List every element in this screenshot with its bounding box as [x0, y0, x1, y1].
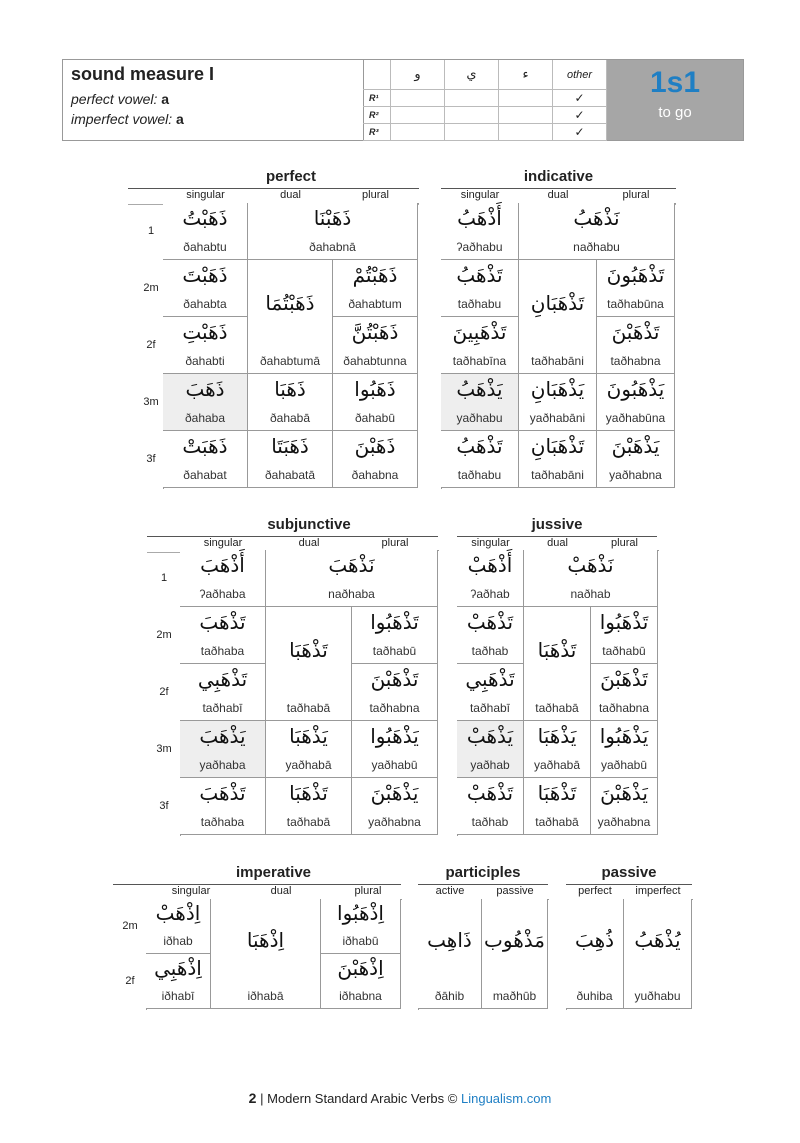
conj-cell-3ms: [180, 721, 266, 778]
person-label-p2m: 2m: [143, 281, 159, 294]
arabic-form: ذَهَبُوا: [354, 377, 396, 401]
col-header-imperfect: imperfect: [635, 885, 681, 897]
conj-cell-3fp: [591, 778, 658, 835]
transliteration: iðhabā: [247, 989, 284, 1003]
arabic-form: يَذْهَبَانِ: [530, 377, 585, 401]
conj-cell-2fs: [163, 317, 248, 374]
person-label-p3m: 3m: [143, 395, 159, 408]
imperfect-vowel-label: imperfect vowel:: [71, 111, 173, 127]
transliteration: taðhabīna: [452, 354, 507, 368]
transliteration: taðhabī: [202, 701, 243, 715]
arabic-form: اِذْهَبْنَ: [337, 956, 384, 980]
imp-cell-2mp: [321, 899, 401, 954]
conj-cell-3ms: [163, 374, 248, 431]
col-header-singular: singular: [471, 537, 510, 549]
conj-cell-1s: [163, 203, 248, 260]
transliteration: ðahabtum: [348, 297, 402, 311]
imp-cell-2ms: [146, 899, 211, 954]
col-header-active: active: [435, 885, 465, 897]
col-header-dual: dual: [298, 537, 320, 549]
transliteration: yuðhabu: [634, 989, 681, 1003]
conj-cell-1s: [441, 203, 519, 260]
arabic-form: أَذْهَبَ: [200, 553, 245, 577]
conj-cell-2ms: [457, 607, 524, 664]
imperfect-vowel: [71, 111, 184, 127]
arabic-form: تَذْهَبْ: [466, 781, 514, 805]
conj-cell-1s: [180, 550, 266, 607]
conj-cell-2fs: [180, 664, 266, 721]
transliteration: ðahabta: [183, 297, 227, 311]
col-header-dual: dual: [547, 537, 568, 549]
root-check: ✓: [553, 107, 607, 124]
verb-id-box: [607, 60, 743, 140]
arabic-form: يَذْهَبُوا: [370, 724, 419, 748]
measure-title: sound measure I: [71, 64, 215, 84]
arabic-form: تَذْهَبِينَ: [452, 320, 507, 344]
person-label-p3f: 3f: [159, 799, 169, 812]
conj-cell-2ms: [180, 607, 266, 664]
conj-cell-2ms: [163, 260, 248, 317]
transliteration: taðhabāni: [531, 468, 584, 482]
conj-cell-3fs: [441, 431, 519, 488]
conj-cell-2mp: [591, 607, 658, 664]
person-label-p3f: 3f: [146, 452, 156, 465]
transliteration: yaðhabna: [597, 815, 651, 829]
conj-cell-2mp: [333, 260, 418, 317]
root-empty-cell: [499, 107, 553, 124]
arabic-form: تَذْهَبَ: [199, 610, 246, 634]
transliteration: taðhabā: [535, 701, 579, 715]
transliteration: iðhab: [163, 934, 193, 948]
transliteration: taðhabā: [286, 701, 331, 715]
transliteration: iðhabī: [161, 989, 195, 1003]
transliteration: taðhaba: [200, 644, 245, 658]
transliteration: ðahabti: [185, 354, 225, 368]
transliteration: taðhabna: [598, 701, 650, 715]
arabic-form: ذَهَبْنَ: [354, 434, 396, 458]
arabic-form: ذَهَبَتْ: [182, 434, 228, 458]
transliteration: yaðhabā: [285, 758, 332, 772]
conj-cell-3md: [266, 721, 352, 778]
col-header-dual: dual: [547, 189, 569, 201]
root-empty-cell: [499, 124, 553, 141]
root-empty-cell: [391, 124, 445, 141]
perfect-vowel: [71, 91, 169, 107]
arabic-form: يَذْهَبُ: [456, 377, 503, 401]
col-header-singular: singular: [186, 189, 225, 201]
transliteration: maðhūb: [492, 989, 537, 1003]
arabic-form: يَذْهَبَا: [289, 724, 328, 748]
root-corner: [363, 60, 391, 90]
arabic-form: يَذْهَبَا: [537, 724, 577, 748]
arabic-form: ذَهَبْنَا: [313, 206, 352, 230]
arabic-form: اِذْهَبْ: [155, 901, 201, 925]
conj-cell-3fd: [524, 778, 591, 835]
conj-cell-2d: [524, 607, 591, 721]
arabic-form: مَذْهُوب: [484, 928, 545, 952]
arabic-form: تَذْهَبْنَ: [370, 667, 419, 691]
jussive-title: jussive: [531, 516, 583, 533]
conj-cell-2fs: [441, 317, 519, 374]
conj-cell-3fd: [519, 431, 597, 488]
conj-cell-1s: [457, 550, 524, 607]
arabic-form: اِذْهَبِي: [154, 956, 202, 980]
transliteration: ðahabna: [351, 468, 399, 482]
arabic-form: ذَاهِب: [427, 928, 472, 952]
transliteration: ðahabatā: [264, 468, 316, 482]
passive-title: passive: [601, 864, 657, 881]
person-label-p2f: 2f: [159, 685, 169, 698]
col-header-plural: plural: [362, 189, 389, 201]
arabic-form: ذَهَبْتِ: [182, 320, 228, 344]
arabic-form: تَذْهَبُ: [456, 263, 503, 287]
root-empty-cell: [499, 90, 553, 107]
subjunctive-title: subjunctive: [267, 516, 351, 533]
transliteration: taðhabā: [535, 815, 579, 829]
arabic-form: تَذْهَبُوا: [599, 610, 649, 634]
transliteration: ðahaba: [184, 411, 226, 425]
arabic-form: نَذْهَبْ: [567, 553, 614, 577]
root-col-other: other: [553, 60, 607, 90]
imperative-title: imperative: [235, 864, 312, 881]
transliteration: naðhabu: [573, 240, 620, 254]
root-empty-cell: [445, 107, 499, 124]
transliteration: taðhabā: [286, 815, 331, 829]
col-header-perfect: perfect: [578, 885, 612, 897]
arabic-form: يَذْهَبْنَ: [600, 781, 648, 805]
perfect-title: perfect: [265, 168, 317, 185]
arabic-form: ذَهَبْتُمَا: [265, 291, 315, 315]
perfect-vowel-value: a: [161, 91, 170, 107]
transliteration: ðāhib: [434, 989, 465, 1003]
arabic-form: ذَهَبَ: [185, 377, 225, 401]
transliteration: ðahabtu: [183, 240, 227, 254]
transliteration: taðhabūna: [607, 297, 664, 311]
person-label-p2m: 2m: [156, 628, 172, 641]
root-empty-cell: [391, 90, 445, 107]
arabic-form: يَذْهَبُونَ: [606, 377, 665, 401]
imp-cell-2fp: [321, 954, 401, 1009]
participle-passive-cell: [482, 899, 548, 1009]
arabic-form: ذَهَبَتَا: [271, 434, 309, 458]
transliteration: naðhab: [570, 587, 611, 601]
root-col-hamza: ء: [499, 60, 553, 90]
conj-cell-2d: [248, 260, 333, 374]
transliteration: yaðhabu: [456, 411, 503, 425]
root-row-label: R¹: [363, 90, 391, 107]
arabic-form: نَذْهَبَ: [328, 553, 375, 577]
conj-cell-3fp: [597, 431, 675, 488]
arabic-form: ذَهَبَا: [274, 377, 306, 401]
arabic-form: يَذْهَبُوا: [599, 724, 649, 748]
conj-cell-1p: [524, 550, 658, 607]
perfect-vowel-label: perfect vowel:: [71, 91, 158, 107]
arabic-form: أَذْهَبُ: [457, 206, 502, 230]
conj-cell-2mp: [597, 260, 675, 317]
conj-cell-2fp: [597, 317, 675, 374]
col-header-dual: dual: [270, 885, 292, 897]
arabic-form: اِذْهَبَا: [246, 928, 285, 952]
arabic-form: تَذْهَبْنَ: [600, 667, 648, 691]
transliteration: taðhabu: [457, 468, 502, 482]
root-table: [363, 60, 607, 140]
transliteration: yaðhab: [470, 758, 510, 772]
conj-cell-2fp: [591, 664, 658, 721]
arabic-form: تَذْهَبُونَ: [606, 263, 665, 287]
transliteration: yaðhabā: [533, 758, 581, 772]
arabic-form: تَذْهَبُ: [456, 434, 503, 458]
conj-cell-3fs: [457, 778, 524, 835]
col-header-plural: plural: [622, 189, 650, 201]
transliteration: yaðhabāni: [529, 411, 586, 425]
passive-perfect-cell: [566, 899, 624, 1009]
transliteration: ʔaðhaba: [199, 587, 246, 601]
arabic-form: يَذْهَبْ: [466, 724, 514, 748]
imp-cell-2fs: [146, 954, 211, 1009]
arabic-form: يَذْهَبَ: [199, 724, 246, 748]
arabic-form: تَذْهَبَا: [289, 638, 328, 662]
arabic-form: تَذْهَبِي: [197, 667, 248, 691]
conj-cell-3md: [519, 374, 597, 431]
transliteration: yaðhabna: [368, 815, 421, 829]
person-label-p2m: 2m: [122, 919, 138, 932]
conj-cell-2d: [266, 607, 352, 721]
verb-info: [63, 60, 364, 140]
conj-cell-1p: [519, 203, 675, 260]
transliteration: ðahabā: [269, 411, 311, 425]
transliteration: iðhabna: [339, 989, 382, 1003]
root-col-ya: ي: [445, 60, 499, 90]
arabic-form: يُذْهَبُ: [634, 928, 681, 952]
person-label-p2f: 2f: [125, 974, 135, 987]
conj-cell-3md: [524, 721, 591, 778]
conj-cell-2fp: [352, 664, 438, 721]
transliteration: ʔaðhabu: [456, 240, 503, 254]
page-footer: [0, 1090, 800, 1106]
person-label-p1: 1: [160, 571, 168, 584]
conj-cell-1p: [248, 203, 418, 260]
transliteration: yaðhabū: [371, 758, 418, 772]
imperfect-vowel-value: a: [176, 111, 184, 127]
arabic-form: نَذْهَبُ: [573, 206, 620, 230]
arabic-form: ذَهَبْتُ: [182, 206, 228, 230]
col-header-singular: singular: [460, 189, 500, 201]
transliteration: taðhab: [471, 644, 509, 658]
transliteration: taðhabna: [610, 354, 661, 368]
indicative-title: indicative: [523, 168, 594, 185]
root-empty-cell: [445, 90, 499, 107]
arabic-form: اِذْهَبُوا: [337, 901, 384, 925]
transliteration: taðhab: [471, 815, 509, 829]
arabic-form: تَذْهَبْ: [466, 610, 514, 634]
conj-cell-2d: [519, 260, 597, 374]
col-header-singular: singular: [203, 537, 243, 549]
conj-cell-3fp: [352, 778, 438, 835]
conj-cell-3mp: [597, 374, 675, 431]
transliteration: ðahabnā: [309, 240, 356, 254]
transliteration: taðhabū: [372, 644, 417, 658]
page-number: 2: [248, 1090, 257, 1106]
arabic-form: أَذْهَبْ: [467, 553, 513, 577]
root-empty-cell: [445, 124, 499, 141]
person-label-p3m: 3m: [156, 742, 172, 755]
arabic-form: تَذْهَبْنَ: [611, 320, 660, 344]
arabic-form: يَذْهَبْنَ: [611, 434, 660, 458]
transliteration: taðhabna: [369, 701, 420, 715]
transliteration: taðhaba: [200, 815, 245, 829]
root-row-label: R³: [363, 124, 391, 141]
transliteration: taðhabū: [602, 644, 646, 658]
arabic-form: تَذْهَبِي: [465, 667, 515, 691]
root-row-label: R²: [363, 107, 391, 124]
arabic-form: ذُهِبَ: [574, 928, 615, 952]
col-header-singular: singular: [171, 885, 211, 897]
transliteration: taðhabāni: [531, 354, 584, 368]
arabic-form: تَذْهَبَانِ: [530, 434, 585, 458]
arabic-form: تَذْهَبَانِ: [530, 291, 585, 315]
conj-cell-2ms: [441, 260, 519, 317]
transliteration: yaðhabna: [609, 468, 662, 482]
root-col-waw: و: [391, 60, 445, 90]
transliteration: taðhabī: [469, 701, 511, 715]
passive-imperfect-cell: [624, 899, 692, 1009]
transliteration: ðahabtunna: [343, 354, 407, 368]
verb-code: 1s1: [649, 66, 701, 99]
transliteration: ðuhiba: [576, 989, 613, 1003]
conj-cell-3mp: [591, 721, 658, 778]
participles-title: participles: [445, 864, 521, 881]
transliteration: yaðhabūna: [605, 411, 666, 425]
conj-cell-3ms: [441, 374, 519, 431]
col-header-plural: plural: [354, 885, 382, 897]
imp-cell-2d: [211, 899, 321, 1009]
transliteration: yaðhaba: [199, 758, 246, 772]
person-label-p2f: 2f: [146, 338, 156, 351]
transliteration: taðhabu: [457, 297, 502, 311]
col-header-dual: dual: [280, 189, 301, 201]
verb-header: [62, 59, 744, 141]
participle-active-cell: [418, 899, 482, 1009]
transliteration: ðahabū: [354, 411, 396, 425]
arabic-form: تَذْهَبَا: [289, 781, 328, 805]
arabic-form: يَذْهَبْنَ: [370, 781, 419, 805]
footer-link[interactable]: Lingualism.com: [460, 1091, 552, 1106]
col-header-passive: passive: [496, 885, 534, 897]
root-check: ✓: [553, 90, 607, 107]
conj-cell-3fp: [333, 431, 418, 488]
footer-text: Modern Standard Arabic Verbs ©: [267, 1091, 458, 1106]
conj-cell-2mp: [352, 607, 438, 664]
col-header-plural: plural: [611, 537, 638, 549]
transliteration: ʔaðhab: [470, 587, 510, 601]
arabic-form: تَذْهَبُوا: [370, 610, 419, 634]
root-empty-cell: [391, 107, 445, 124]
arabic-form: ذَهَبْتُنَّ: [351, 320, 399, 344]
conj-cell-3mp: [352, 721, 438, 778]
conj-cell-3fd: [248, 431, 333, 488]
transliteration: ðahabat: [183, 468, 227, 482]
verb-gloss: to go: [658, 104, 692, 121]
arabic-form: تَذْهَبَا: [537, 638, 577, 662]
transliteration: iðhabū: [342, 934, 379, 948]
footer-separator: |: [260, 1091, 264, 1106]
conj-cell-3fd: [266, 778, 352, 835]
arabic-form: تَذْهَبَ: [199, 781, 246, 805]
conj-cell-3ms: [457, 721, 524, 778]
arabic-form: ذَهَبْتَ: [182, 263, 228, 287]
arabic-form: ذَهَبْتُمْ: [352, 263, 398, 287]
arabic-form: تَذْهَبَا: [537, 781, 577, 805]
conj-cell-2fs: [457, 664, 524, 721]
conj-cell-3fs: [163, 431, 248, 488]
conj-cell-3fs: [180, 778, 266, 835]
conj-cell-3mp: [333, 374, 418, 431]
conj-cell-2fp: [333, 317, 418, 374]
transliteration: naðhaba: [328, 587, 375, 601]
transliteration: yaðhabū: [600, 758, 648, 772]
col-header-plural: plural: [381, 537, 409, 549]
root-check: ✓: [553, 124, 607, 141]
person-label-p1: 1: [147, 224, 155, 237]
transliteration: ðahabtumā: [259, 354, 321, 368]
conj-cell-1p: [266, 550, 438, 607]
conj-cell-3md: [248, 374, 333, 431]
